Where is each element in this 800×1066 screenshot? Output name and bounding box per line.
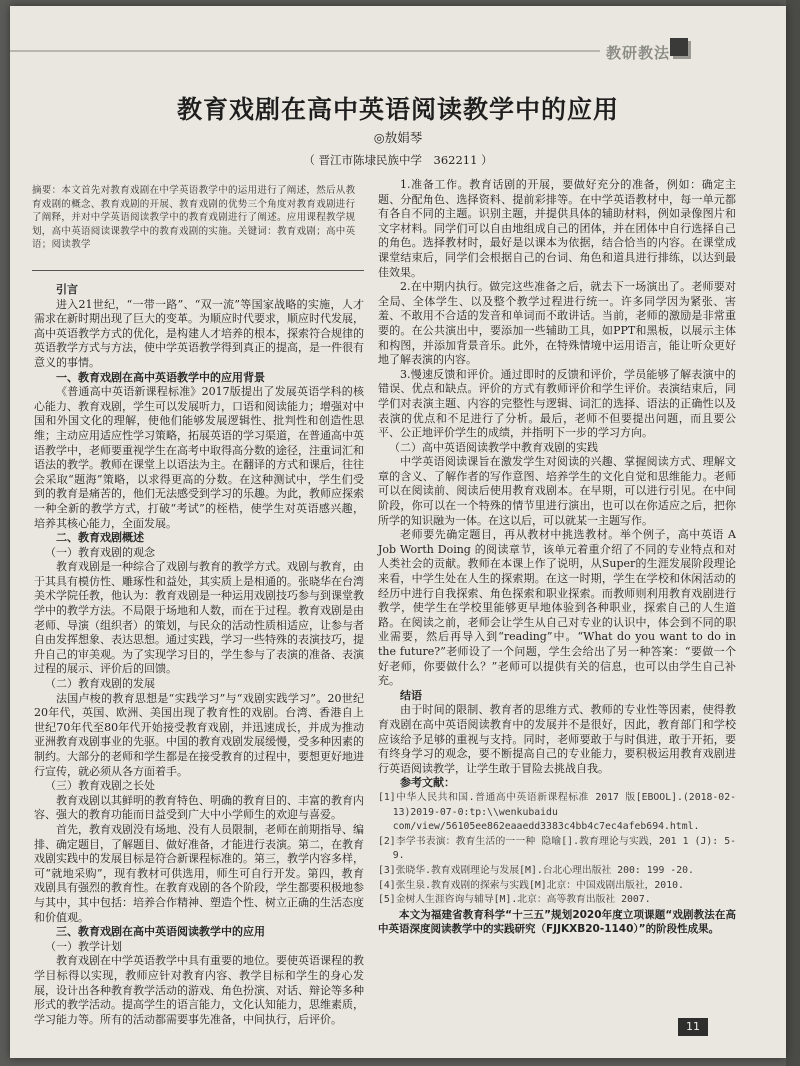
- subsection-heading: （二）教育戏剧的发展: [45, 677, 155, 691]
- section-heading: 一、教育戏剧在高中英语教学中的应用背景: [56, 370, 265, 384]
- header-square-icon: [670, 38, 688, 56]
- left-column: [34, 283, 364, 1027]
- journal-page: [10, 6, 786, 1058]
- article-title: 教育戏剧在高中英语阅读教学中的应用: [176, 95, 619, 124]
- book-spine: [786, 0, 800, 1066]
- right-column: [378, 178, 736, 937]
- body-paragraph: 教育戏剧在中学英语教学中具有重要的地位。要使英语课程的教学目标得以实现，教师应针对教育内容、教学目标和学生的身心发展，设计出各种教育教学活动的游戏、角色扮演、对话、辩论等多种形式的教学活动。提高学生的语言能力，文化认知能力，思维素质，学习能力等。所有的活动都需要事先准备，中间执行，后评价。: [34, 954, 364, 1026]
- right-column-body: [378, 178, 736, 791]
- body-paragraph: 由于时间的限制、教育者的思维方式、教师的专业性等因素，使得教育戏剧在高中英语阅读教育中的发展并不是很好，因此，教育部门和学校应该给予足够的重视与支持。同时，老师要敢于与时俱进，敢于开拓，要有终身学习的观念，要不断提高自己的专业能力，要积极运用教育戏剧进行英语阅读教学，让学生敢于冒险去挑战自我。: [378, 703, 736, 775]
- reference-list: [378, 791, 736, 908]
- body-paragraph: 《普通高中英语新课程标准》2017版提出了发展英语学科的核心能力、教育戏剧，学生可以发展听力，口语和阅读能力；增强对中国和外国文化的理解，使他们能够发展逻辑性、批判性和创造性思维；主动应用适应性学习策略，拓展英语的学习渠道，在普通高中英语教学中，老师要重视学生在高考中取得高分数的途径，注重词汇和语法的教学。教师在课堂上以语法为主。在翻译的方式和课后，往往会采取“题海”策略，以求得更高的分数。在这种测试中，学生们受到的教育是痛苦的，他们无法感受到学习的乐趣。为此，教师应探索一种全新的教学方式，打破“考试”的桎梏，使学生对英语感兴趣，培养其核心能力，全面发展。: [34, 385, 364, 530]
- page-number: 11: [678, 1018, 708, 1036]
- header-rule: [10, 50, 600, 52]
- abstract: 摘要：本文首先对教育戏剧在中学英语教学中的运用进行了阐述，然后从教育戏剧的概念、教育戏剧的开展、教育戏剧的优势三个角度对教育戏剧进行了阐释，并对中学英语阅读教学中的教育戏剧进行了阐述。应用课程教学规划，高中英语阅读课教学中的教育戏剧的实施。关键词：教育戏剧；高中英语；阅读教学: [32, 185, 356, 250]
- body-paragraph: 1.准备工作。教育话剧的开展，要做好充分的准备，例如：确定主题、分配角色、选择资料、提前彩排等。在中学英语教材中，每一单元都有各自不同的主题。识别主题，并提供具体的辅助材料，例如录像图片和文字材料。同学们可以自由地组成自己的团体，并在团体中自行选择自己的角色。选择教材时，最好是以课本为依据，结合恰当的内容。在课堂成课堂结束后，同学们会根据自己的台词、角色和道具进行排练，以达到最佳效果。: [378, 178, 736, 279]
- body-paragraph: 3.慢速反馈和评价。通过即时的反馈和评价，学员能够了解表演中的错误、优点和缺点。评价的方式有教师评价和学生评价。表演结束后，同学们对表演主题、内容的完整性与逻辑、词汇的选择、语法的正确性以及表演的优点和不足进行了分析。最后，老师不但要提出问题，而且要公平、公正地评价学生的成绩，并指明下一步的学习方向。: [378, 367, 736, 440]
- reference-item: [1]中华人民共和国.普通高中英语新课程标准 2017 版[EBOOL].(2018-02-13)2019-07-0:tp:\\wenkubaidu com/view/56105ee862eaaedd3383c4bb4c7ec4afeb694.html.: [378, 791, 736, 833]
- article-author: ◎敖娟琴: [373, 130, 423, 145]
- abstract-rule: [32, 270, 364, 271]
- article-affiliation: （ 晋江市陈埭民族中学 362211 ）: [303, 153, 493, 167]
- reference-item: [3]张晓华.教育戏剧理论与发展[M].台北心理出版社 200: 199 -20.: [378, 864, 694, 876]
- subsection-heading: （三）教育戏剧之长处: [45, 779, 155, 793]
- subsection-heading: （一）教学计划: [45, 939, 122, 953]
- section-heading: 二、教育戏剧概述: [56, 531, 144, 545]
- section-label: 教研教法: [606, 44, 671, 62]
- subsection-heading: （二）高中英语阅读教学中教育戏剧的实践: [389, 440, 598, 454]
- body-paragraph: 2.在中期内执行。做完这些准备之后，就去下一场演出了。老师要对全局、全体学生、以及整个教学过程进行统一。许多同学因为紧张、害羞、不敢用不合适的发音和单词而不敢讲话。当前，老师的激励是非常重要的。在公共演出中，要添加一些辅助工具，如PPT和黑板，以展示主体和构图，并添加背景音乐。此外，在特殊情境中运用语言，能让听众更好地了解表演的内容。: [378, 280, 736, 367]
- reference-item: [5]金树人生涯咨询与辅导[M].北京：高等教育出版社 2007.: [378, 894, 651, 906]
- body-paragraph: 首先，教育戏剧没有场地、没有人员限制，老师在前期指导、编排、确定题目，了解题目、做好准备，才能进行表演。第二，在教育戏剧实践中的发展目标是符合新课程标准的。第三，教学内容多样，可“就地采购”，现有教材可供选用，师生可自行开发。第四，教育戏剧具有强烈的教育性。在教育戏剧的各个阶段，学生都要积极地参与其中，其中包括：培养合作精神、塑造个性、树立正确的生活态度和价值观。: [34, 822, 364, 924]
- reference-item: [4]张生泉.教育戏剧的探索与实践[M]北京：中国戏剧出版社，2010.: [378, 879, 684, 891]
- section-heading: 结语: [400, 688, 422, 702]
- body-paragraph: 中学英语阅读课旨在激发学生对阅读的兴趣、掌握阅读方式、理解文章的含义、了解作者的写作意图、培养学生的文化自觉和思维能力。老师可以在阅读前、阅读后使用教育戏剧本。在早期，可以进行引见。在中间阶段，你可以在一个特殊的情节里进行演出，也可以在你适应之后，把你所学的知识融为一体。在这以后，可以就某一主题写作。: [378, 455, 736, 527]
- body-paragraph: 教育戏剧以其鲜明的教育特色、明确的教育目的、丰富的教育内容、强大的教育功能而日益受到广大中小学师生的欢迎与喜爱。: [34, 793, 364, 822]
- section-heading: 参考文献：: [400, 776, 455, 790]
- reference-item: [2]李学书表演：教育生活的一一种 隐喻[].教育理论与实践，201 1 (J): 5- 9.: [378, 835, 736, 862]
- section-heading: 三、教育戏剧在高中英语阅读教学中的应用: [56, 925, 265, 939]
- subsection-heading: （一）教育戏剧的观念: [45, 545, 155, 559]
- body-paragraph: 教育戏剧是一种综合了戏剧与教育的教学方式。戏剧与教育，由于其具有模仿性、雕琢性和益处，其实质上是相通的。张晓华在台湾美术学院任教，他认为：教育戏剧是一种运用戏剧技巧参与到课堂教学中的教学方法。不局限于场地和人数，而在于过程。教育戏剧是由老师、导演（组织者）的策划，与民众的活动性质相适应，让参与者自由发挥想象、表达思想。通过实践，学习一些特殊的表演技巧，提升自己的审美观。为了实现学习目的，学生参与了表演的准备、表演过程的展示、评价后的回馈。: [34, 560, 364, 676]
- body-paragraph: 老师要先确定题目，再从教材中挑选教材。举个例子，高中英语 A Job Worth Doing 的阅读章节，该单元着重介绍了不同的专业特点和对人类社会的贡献。教师在本课上作了说明，从Super的生涯发展阶段理论来看，中学生处在人生的探索期。在这一时期，学生在学校和休闲活动的经历中进行自我探索、角色探索和职业探索。而教师则利用教育戏剧进行教学，使学生在学校里能够更早地体验到各种职业，探索自己的人生道路。在阅读之前，老师会让学生从自己对专业的认识中，体会到不同的职业需要，然后再导入到“reading”中。“What do you want to do in the future?”老师设了一个问题，学生会给出了另一种答案：“要做一个好老师，你要做什么？”老师可以提供有关的信息，也可以由学生自己补充。: [378, 528, 736, 688]
- section-heading: 引言: [56, 283, 78, 296]
- funding-note: 本文为福建省教育科学“十三五”规划2020年度立项课题“戏剧教法在高中英语深度阅读教学中的实践研究（FJJKXB20-1140）”的阶段性成果。: [378, 908, 736, 936]
- body-paragraph: 法国卢梭的教育思想是“实践学习”与“戏剧实践学习”。20世纪20年代，英国、欧洲、美国出现了教育性的戏剧。台湾、香港自上世纪70年代至80年代开始接受教育戏剧，并迅速成长，并成为推动亚洲教育戏剧事业的先驱。中国的教育戏剧发展缓慢，受多种因素的制约。大部分的老师和学生都是在接受教育的过程中，要想更好地进行宣传，就必须从各方面着手。: [34, 691, 364, 778]
- body-paragraph: 进入21世纪，“一带一路”、“双一流”等国家战略的实施，人才需求在新时期出现了巨大的变革。为顺应时代要求，顺应时代发展，高中英语教学方式的优化，是构建人才培养的根本，探索符合规律的英语教学方式与方法，使中学英语教学得到真正的提高，是一件很有意义的事情。: [34, 297, 364, 369]
